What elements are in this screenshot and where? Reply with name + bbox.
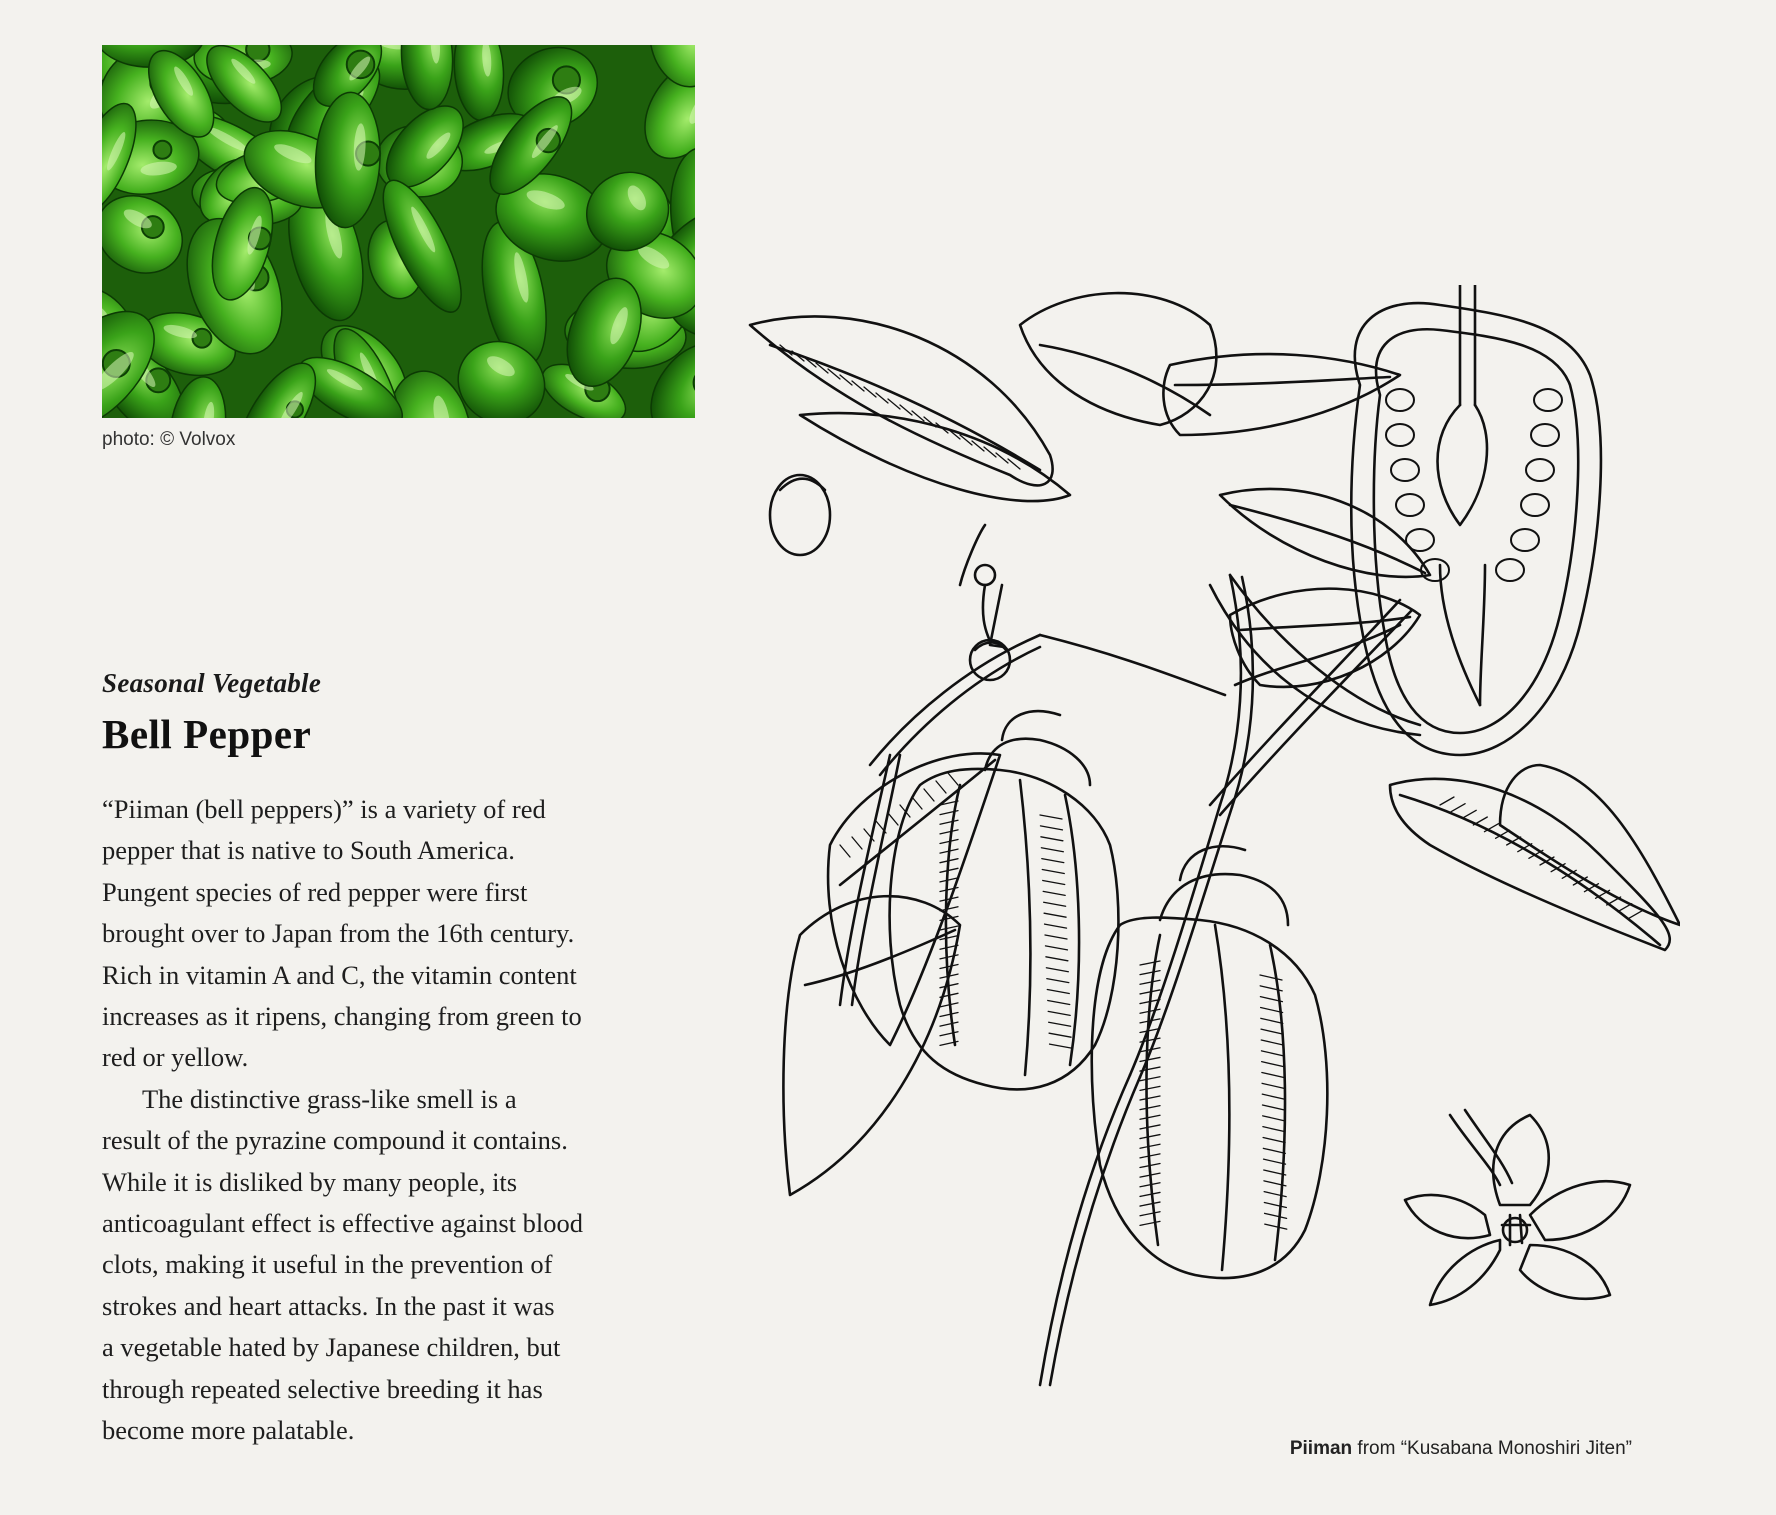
body-line: The distinctive grass-like smell is a [142,1083,517,1114]
pepper-cross-section-drawing [1351,285,1601,755]
body-line: result of the pyrazine compound it contains. [102,1125,568,1156]
body-line: anticoagulant effect is effective against blood [102,1208,583,1239]
hatching-drawing [780,345,1643,1229]
buds-drawing [770,475,1010,680]
article-title: Bell Pepper [102,711,312,757]
article-kicker: Seasonal Vegetable [102,668,322,698]
body-line: through repeated selective breeding it has [102,1373,543,1404]
body-line: While it is disliked by many people, its [102,1166,518,1197]
body-line: a vegetable hated by Japanese children, but [102,1332,561,1363]
body-line: Rich in vitamin A and C, the vitamin content [102,959,577,990]
pepper-photo-image [102,45,695,418]
hanging-peppers-drawing [890,711,1328,1278]
caption-bold: Piiman [1289,1438,1353,1459]
caption-source: from “Kusabana Monoshiri Jiten” [1352,1438,1632,1459]
body-line: red or yellow. [102,1042,249,1073]
article-body [102,789,702,1452]
stem-drawing [840,525,1412,1385]
pepper-flower-drawing [1405,1110,1630,1305]
pepper-photo [102,45,695,418]
body-line: become more palatable. [102,1415,355,1446]
illustration-caption [1290,1438,1632,1460]
body-line: pepper that is native to South America. [102,835,515,866]
paragraph-1 [102,789,702,1079]
paragraph-2 [102,1079,702,1452]
body-line: strokes and heart attacks. In the past it was [102,1290,555,1321]
seeds-drawing [1386,389,1562,581]
body-line: increases as it ripens, changing from green to [102,1001,582,1032]
body-line: brought over to Japan from the 16th century. [102,918,575,949]
body-line: Pungent species of red pepper were first [102,876,528,907]
body-line: “Piiman (bell peppers)” is a variety of red [102,794,546,824]
pepper-plant-illustration [740,285,1680,1395]
photo-credit: photo: © Volvox [102,429,236,450]
body-line: clots, making it useful in the prevention of [102,1249,553,1280]
